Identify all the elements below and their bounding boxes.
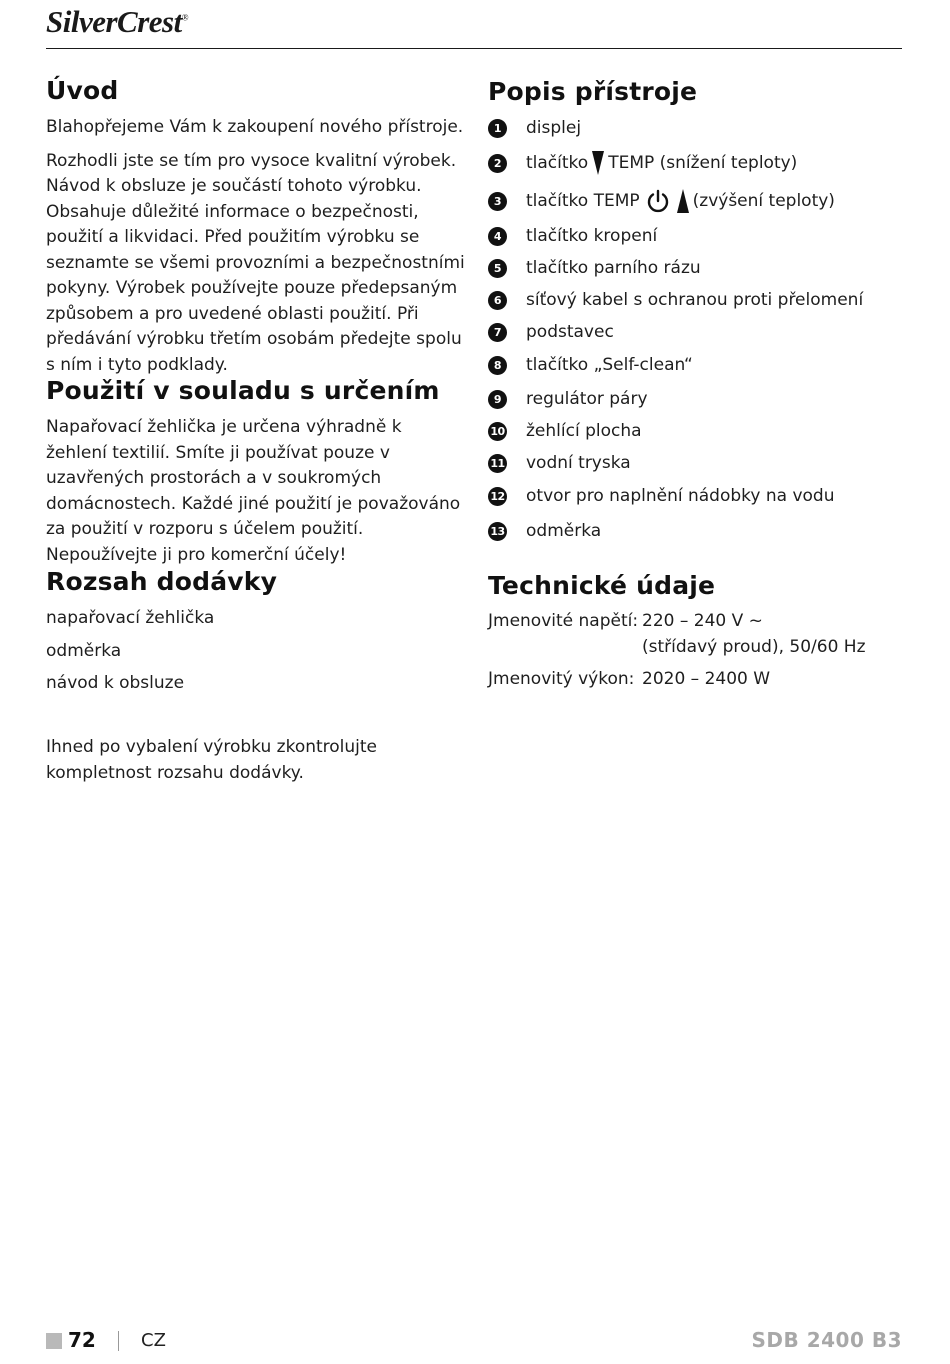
footer-square-icon bbox=[46, 1333, 62, 1349]
scope-item: odměrka bbox=[46, 640, 122, 661]
scope-section bbox=[46, 567, 466, 703]
intro-section bbox=[46, 76, 466, 384]
technical-table bbox=[488, 608, 908, 692]
part-number: 1 bbox=[488, 119, 507, 138]
intro-paragraph-2: Rozhodli jste se tím pro vysoce kvalitní výrobek. Návod k obsluze je součástí tohoto výrobku. Obsahuje důležité informace o bezpečnosti, použití a likvidaci. Před použitím výrobku se seznamte se všemi provozními a bezpečnostními pokyny. Výrobek používejte pouze předepsaným způsobem a pro uvedené oblasti použití. Při předávání výrobku třetím osobám předejte spolu s ním i tyto podklady. bbox=[46, 150, 465, 375]
description-title: Popis přístroje bbox=[488, 77, 698, 106]
part-number: 12 bbox=[488, 487, 507, 506]
part-label: odměrka bbox=[526, 521, 602, 541]
part-item bbox=[488, 182, 908, 220]
spec-value: 220 – 240 V ~ bbox=[642, 611, 763, 631]
part-item bbox=[488, 144, 908, 182]
part-label: tlačítko parního rázu bbox=[526, 257, 701, 278]
part-label: podstavec bbox=[526, 321, 614, 342]
part-label: žehlící plocha bbox=[526, 420, 642, 441]
scope-note bbox=[46, 735, 466, 792]
part-label: tlačítko „Self-clean“ bbox=[526, 355, 693, 375]
part-number: 6 bbox=[488, 291, 507, 310]
part-item bbox=[488, 284, 908, 316]
part-item bbox=[488, 348, 908, 383]
scope-title: Rozsah dodávky bbox=[46, 567, 278, 596]
language-code: CZ bbox=[141, 1330, 166, 1351]
part-number: 11 bbox=[488, 454, 507, 473]
part-number: 8 bbox=[488, 356, 507, 375]
part-number: 13 bbox=[488, 522, 507, 541]
spec-label: Jmenovité napětí: bbox=[488, 611, 639, 631]
technical-section bbox=[488, 571, 908, 692]
part-label-post: TEMP (snížení teploty) bbox=[608, 152, 798, 173]
part-label-pre: tlačítko TEMP bbox=[526, 190, 640, 211]
part-label-post: (zvýšení teploty) bbox=[692, 190, 835, 211]
part-number: 10 bbox=[488, 422, 507, 441]
part-item bbox=[488, 383, 908, 415]
part-number: 4 bbox=[488, 227, 507, 246]
parts-list bbox=[488, 112, 908, 549]
part-item bbox=[488, 514, 908, 549]
part-label-pre: tlačítko bbox=[526, 152, 589, 173]
part-item bbox=[488, 316, 908, 348]
registered-mark: ® bbox=[181, 12, 189, 23]
scope-item: napařovací žehlička bbox=[46, 608, 215, 628]
spec-label: Jmenovitý výkon: bbox=[488, 669, 635, 689]
scope-note-text: Ihned po vybalení výrobku zkontrolujte kompletnost rozsahu dodávky. bbox=[46, 737, 378, 783]
intended-use-section bbox=[46, 376, 466, 574]
page-footer bbox=[46, 1328, 902, 1354]
part-number: 3 bbox=[488, 192, 507, 211]
triangle-down-icon bbox=[591, 150, 605, 176]
model-number: SDB 2400 B3 bbox=[751, 1328, 902, 1352]
part-item bbox=[488, 220, 908, 252]
part-label: regulátor páry bbox=[526, 388, 648, 409]
intended-use-title: Použití v souladu s určením bbox=[46, 376, 440, 405]
part-item bbox=[488, 479, 908, 514]
spec-value: 2020 – 2400 W bbox=[642, 669, 771, 689]
part-label: tlačítko kropení bbox=[526, 225, 658, 246]
part-item bbox=[488, 252, 908, 284]
header-divider bbox=[46, 48, 902, 49]
part-number: 7 bbox=[488, 323, 507, 342]
part-item bbox=[488, 415, 908, 447]
spec-label-empty bbox=[488, 634, 642, 660]
power-icon bbox=[646, 189, 670, 213]
part-label: síťový kabel s ochranou proti přelomení bbox=[526, 289, 864, 310]
intended-use-text: Napařovací žehlička je určena výhradně k žehlení textilií. Smíte ji používat pouze v uzavřených prostorách a v soukromých domácnostech. Každé jiné použití je považováno za použití v rozporu s účelem použití. Nepoužívejte ji pro komerční účely! bbox=[46, 417, 461, 565]
part-number: 2 bbox=[488, 154, 507, 173]
intro-title: Úvod bbox=[46, 76, 119, 105]
part-item bbox=[488, 112, 908, 144]
footer-separator bbox=[118, 1331, 119, 1351]
technical-title: Technické údaje bbox=[488, 571, 716, 600]
part-number: 9 bbox=[488, 390, 507, 409]
part-label: vodní tryska bbox=[526, 452, 631, 473]
part-label: displej bbox=[526, 117, 582, 138]
part-label: otvor pro naplnění nádobky na vodu bbox=[526, 486, 835, 506]
page-number: 72 bbox=[68, 1328, 96, 1352]
brand-logo bbox=[46, 4, 188, 40]
brand-name: SilverCrest bbox=[46, 4, 182, 39]
intro-paragraph-1: Blahopřejeme Vám k zakoupení nového přístroje. bbox=[46, 117, 464, 137]
spec-value-continued: (střídavý proud), 50/60 Hz bbox=[642, 637, 866, 657]
part-item bbox=[488, 447, 908, 479]
description-section bbox=[488, 77, 908, 549]
scope-item: návod k obsluze bbox=[46, 673, 185, 693]
part-number: 5 bbox=[488, 259, 507, 278]
triangle-up-icon bbox=[676, 188, 690, 214]
